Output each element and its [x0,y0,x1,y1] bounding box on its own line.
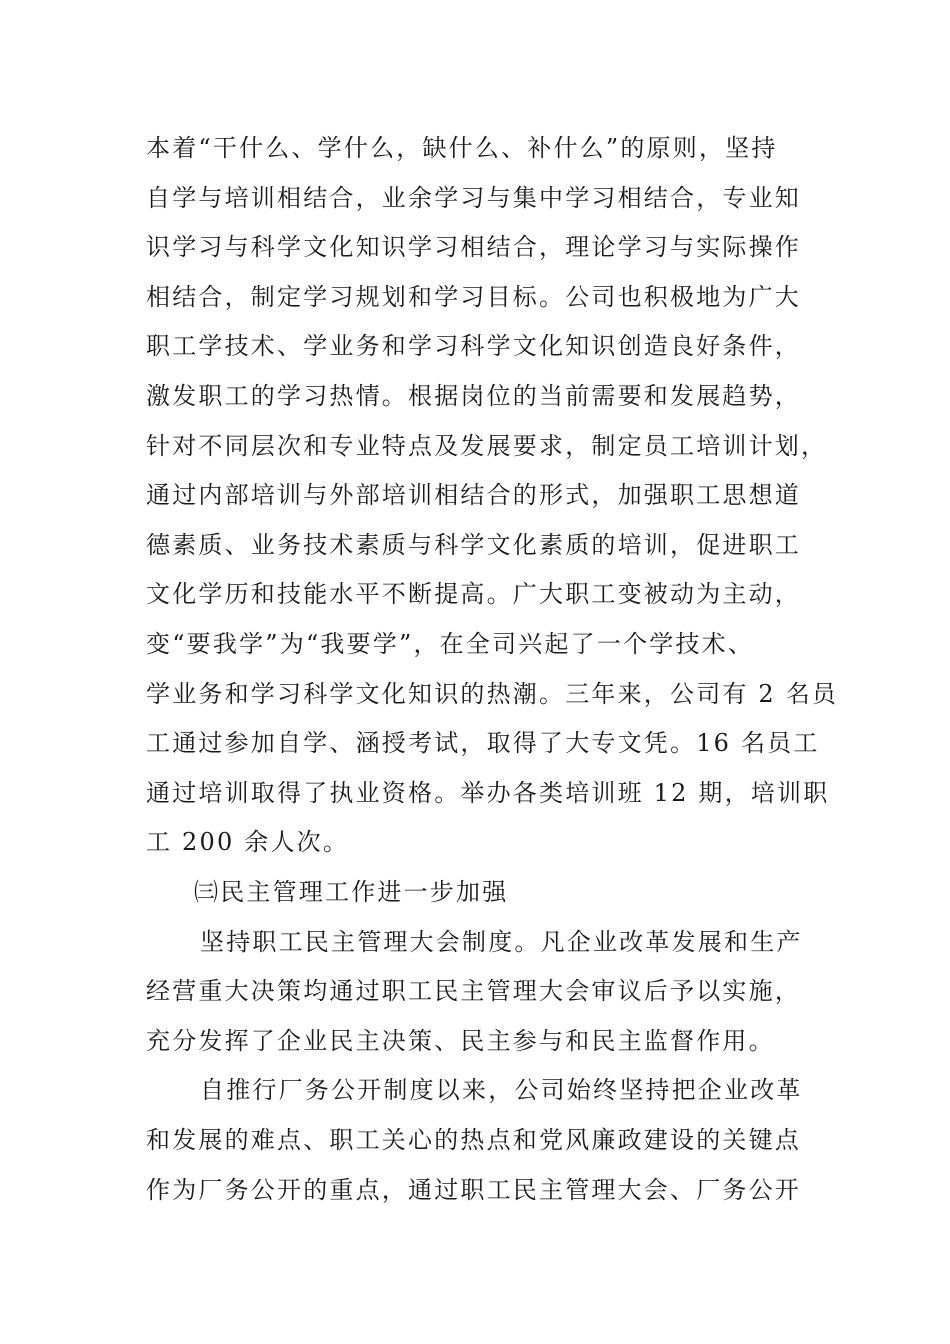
paragraph-first-line: 自推行厂务公开制度以来，公司始终坚持把企业改革 [200,1076,803,1105]
text-line: 变“要我学”为“我要学”，在全司兴起了一个学技术、 [146,630,755,658]
text-line: 和发展的难点、职工关心的热点和党风廉政建设的关键点 [146,1126,801,1154]
text-line: 文化学历和技能水平不断提高。广大职工变被动为主动， [146,580,801,609]
text-line: 学业务和学习科学文化知识的热潮。三年来，公司有 2 名员 [146,679,839,708]
text-line: 作为厂务公开的重点，通过职工民主管理大会、厂务公开 [146,1175,801,1204]
text-line: 德素质、业务技术素质与科学文化素质的培训，促进职工 [146,530,801,559]
text-line: 职工学技术、学业务和学习科学文化知识创造良好条件， [146,332,801,361]
text-line: 相结合，制定学习规划和学习目标。公司也积极地为广大 [146,282,801,311]
text-line: 识学习与科学文化知识学习相结合，理论学习与实际操作 [146,233,801,262]
section-heading: ㈢民主管理工作进一步加强 [194,878,509,906]
text-line: 充分发挥了企业民主决策、民主参与和民主监督作用。 [146,1026,775,1055]
paragraph-first-line: 坚持职工民主管理大会制度。凡企业改革发展和生产 [200,927,803,956]
text-line: 自学与培训相结合，业余学习与集中学习相结合，专业知 [146,183,801,212]
text-line: 激发职工的学习热情。根据岗位的当前需要和发展趋势， [146,382,801,410]
text-line: 针对不同层次和专业特点及发展要求，制定员工培训计划， [146,431,828,460]
text-line: 经营重大决策均通过职工民主管理大会审议后予以实施， [146,977,801,1006]
text-line: 本着“干什么、学什么，缺什么、补什么”的原则，坚持 [146,134,778,162]
text-line: 通过内部培训与外部培训相结合的形式，加强职工思想道 [146,481,801,510]
text-line: 通过培训取得了执业资格。举办各类培训班 12 期，培训职 [146,778,830,807]
text-line: 工 200 余人次。 [146,828,350,857]
text-line: 工通过参加自学、涵授考试，取得了大专文凭。16 名员工 [146,729,820,758]
